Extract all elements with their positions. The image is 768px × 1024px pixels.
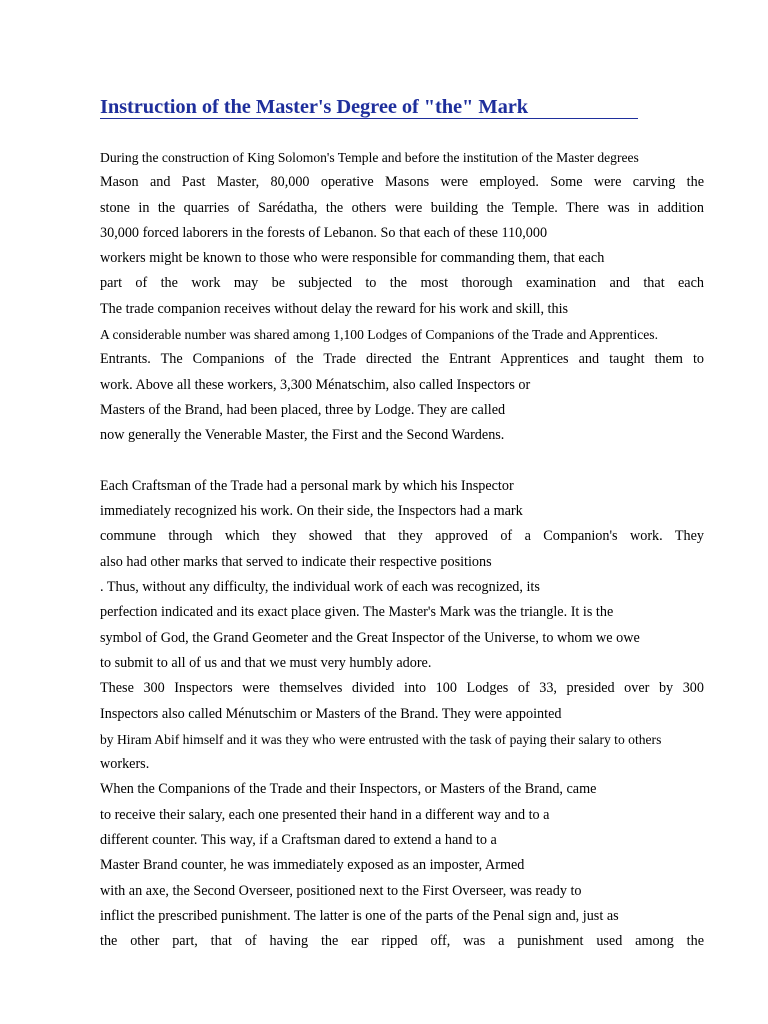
text-line: symbol of God, the Grand Geometer and the Great Inspector of the Universe, to whom we owe — [100, 629, 640, 646]
text-line: inflict the prescribed punishment. The latter is one of the parts of the Penal sign and, just as — [100, 907, 619, 924]
text-line: During the construction of King Solomon's Temple and before the institution of the Master degrees — [100, 150, 639, 165]
text-line: A considerable number was shared among 1,100 Lodges of Companions of the Trade and Apprentices. — [100, 327, 658, 343]
text-line: The trade companion receives without delay the reward for his work and skill, this — [100, 300, 569, 317]
text-line: . Thus, without any difficulty, the individual work of each was recognized, its — [100, 579, 540, 596]
text-line: part of the work may be subjected to the most thorough examination and that each — [100, 275, 704, 292]
text-line: Entrants. The Companions of the Trade directed the Entrant Apprentices and taught them to — [100, 351, 704, 368]
text-line: stone in the quarries of Sarédatha, the others were building the Temple. There was in addition — [100, 199, 704, 216]
text-line: workers might be known to those who were responsible for commanding them, that each — [100, 250, 605, 267]
paragraph-1 — [100, 145, 704, 449]
text-line: by Hiram Abif himself and it was they who were entrusted with the task of paying their salary to others — [100, 731, 662, 747]
document-title: Instruction of the Master's Degree of "the" Mark — [100, 96, 529, 118]
text-line: When the Companions of the Trade and their Inspectors, or Masters of the Brand, came — [100, 781, 597, 798]
document-body — [100, 145, 704, 955]
text-line: immediately recognized his work. On their side, the Inspectors had a mark — [100, 503, 523, 520]
text-line: to submit to all of us and that we must very humbly adore. — [100, 654, 432, 671]
text-line: Inspectors also called Ménutschim or Masters of the Brand. They were appointed — [100, 705, 562, 722]
text-line: Master Brand counter, he was immediately exposed as an imposter, Armed — [100, 857, 525, 874]
text-line: with an axe, the Second Overseer, positioned next to the First Overseer, was ready to — [100, 882, 582, 899]
text-line: 30,000 forced laborers in the forests of Lebanon. So that each of these 110,000 — [100, 224, 548, 241]
text-line: work. Above all these workers, 3,300 Ménatschim, also called Inspectors or — [100, 376, 531, 393]
title-underline — [100, 95, 638, 119]
text-line: perfection indicated and its exact place given. The Master's Mark was the triangle. It is the — [100, 604, 614, 621]
text-line: These 300 Inspectors were themselves divided into 100 Lodges of 33, presided over by 300 — [100, 680, 704, 697]
paragraph-2 — [100, 474, 704, 955]
text-line: to receive their salary, each one presented their hand in a different way and to a — [100, 806, 550, 823]
text-line: Masters of the Brand, had been placed, three by Lodge. They are called — [100, 401, 506, 418]
text-line: commune through which they showed that they approved of a Companion's work. They — [100, 528, 704, 545]
text-line: the other part, that of having the ear ripped off, was a punishment used among the — [100, 933, 704, 950]
text-line: Mason and Past Master, 80,000 operative Masons were employed. Some were carving the — [100, 174, 704, 191]
text-line: different counter. This way, if a Craftsman dared to extend a hand to a — [100, 832, 497, 849]
paragraph-spacer — [100, 449, 704, 474]
text-line: also had other marks that served to indicate their respective positions — [100, 553, 492, 570]
text-line: Each Craftsman of the Trade had a personal mark by which his Inspector — [100, 477, 514, 494]
text-line: workers. — [100, 756, 150, 773]
text-line: now generally the Venerable Master, the First and the Second Wardens. — [100, 427, 505, 444]
